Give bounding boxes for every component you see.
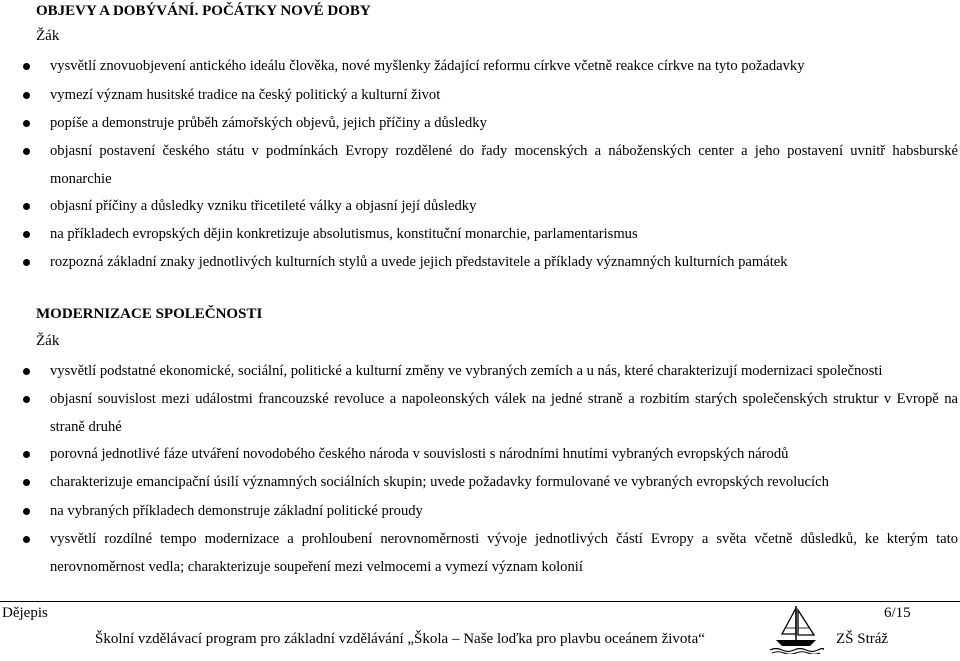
list-item: vysvětlí znovuobjevení antického ideálu člověka, nové myšlenky žádající reformu církve včetně reakce církve na tyto požadavky xyxy=(50,58,805,74)
section-heading-objevy: OBJEVY A DOBÝVÁNÍ. POČÁTKY NOVÉ DOBY xyxy=(36,3,371,19)
section-audience-objevy: Žák xyxy=(36,28,60,44)
list-item: objasní příčiny a důsledky vzniku třicetileté války a objasní její důsledky xyxy=(50,198,477,214)
list-item: vysvětlí rozdílné tempo modernizace a prohloubení nerovnoměrnosti vývoje jednotlivých částí Evropy a světa včetně důsledků, ke kterým tato nerovnoměrnost vedla; charakterizuje soupeření mezi velmocemi a vymezí význam kolonií xyxy=(50,531,958,575)
list-item: vymezí význam husitské tradice na český politický a kulturní život xyxy=(50,87,441,103)
footer-school-name: ZŠ Stráž xyxy=(836,631,889,647)
list-item: objasní souvislost mezi událostmi francouzské revoluce a napoleonských válek na jedné straně a rozbitím starých společenských struktur v Evropě na straně druhé xyxy=(50,391,958,435)
bullet-icon xyxy=(23,508,30,515)
bullet-icon xyxy=(23,536,30,543)
section-audience-modernizace: Žák xyxy=(36,333,60,349)
bullet-icon xyxy=(23,451,30,458)
bullet-icon xyxy=(23,479,30,486)
list-item: popíše a demonstruje průběh zámořských objevů, jejich příčiny a důsledky xyxy=(50,115,487,131)
list-item: na příkladech evropských dějin konkretizuje absolutismus, konstituční monarchie, parlamentarismus xyxy=(50,226,638,242)
bullet-icon xyxy=(23,368,30,375)
bullet-icon xyxy=(23,148,30,155)
section-heading-modernizace: MODERNIZACE SPOLEČNOSTI xyxy=(36,306,263,322)
bullet-icon xyxy=(23,120,30,127)
footer-divider xyxy=(0,601,960,602)
footer-program-title: Školní vzdělávací program pro základní vzdělávání „Škola – Naše loďka pro plavbu oceánem života“ xyxy=(95,631,705,647)
list-item: porovná jednotlivé fáze utváření novodobého českého národa v souvislosti s národními hnutími vybraných evropských národů xyxy=(50,446,789,462)
list-item: na vybraných příkladech demonstruje základní politické proudy xyxy=(50,503,423,519)
list-item: vysvětlí podstatné ekonomické, sociální, politické a kulturní změny ve vybraných zemích a u nás, které charakterizují modernizaci společnosti xyxy=(50,363,883,379)
footer-page-number: 6/15 xyxy=(884,605,911,621)
bullet-icon xyxy=(23,203,30,210)
bullet-icon xyxy=(23,63,30,70)
list-item: objasní postavení českého státu v podmínkách Evropy rozdělené do řady mocenských a náboženských center a jeho postavení uvnitř habsburské monarchie xyxy=(50,143,958,187)
list-item: rozpozná základní znaky jednotlivých kulturních stylů a uvede jejich představitele a příklady významných kulturních památek xyxy=(50,254,788,270)
bullet-icon xyxy=(23,259,30,266)
list-item: charakterizuje emancipační úsilí významných sociálních skupin; uvede požadavky formulované ve vybraných evropských revolucích xyxy=(50,474,829,490)
bullet-icon xyxy=(23,92,30,99)
bullet-icon xyxy=(23,396,30,403)
sailboat-icon xyxy=(768,604,824,654)
footer-subject: Dějepis xyxy=(2,605,48,621)
bullet-icon xyxy=(23,231,30,238)
